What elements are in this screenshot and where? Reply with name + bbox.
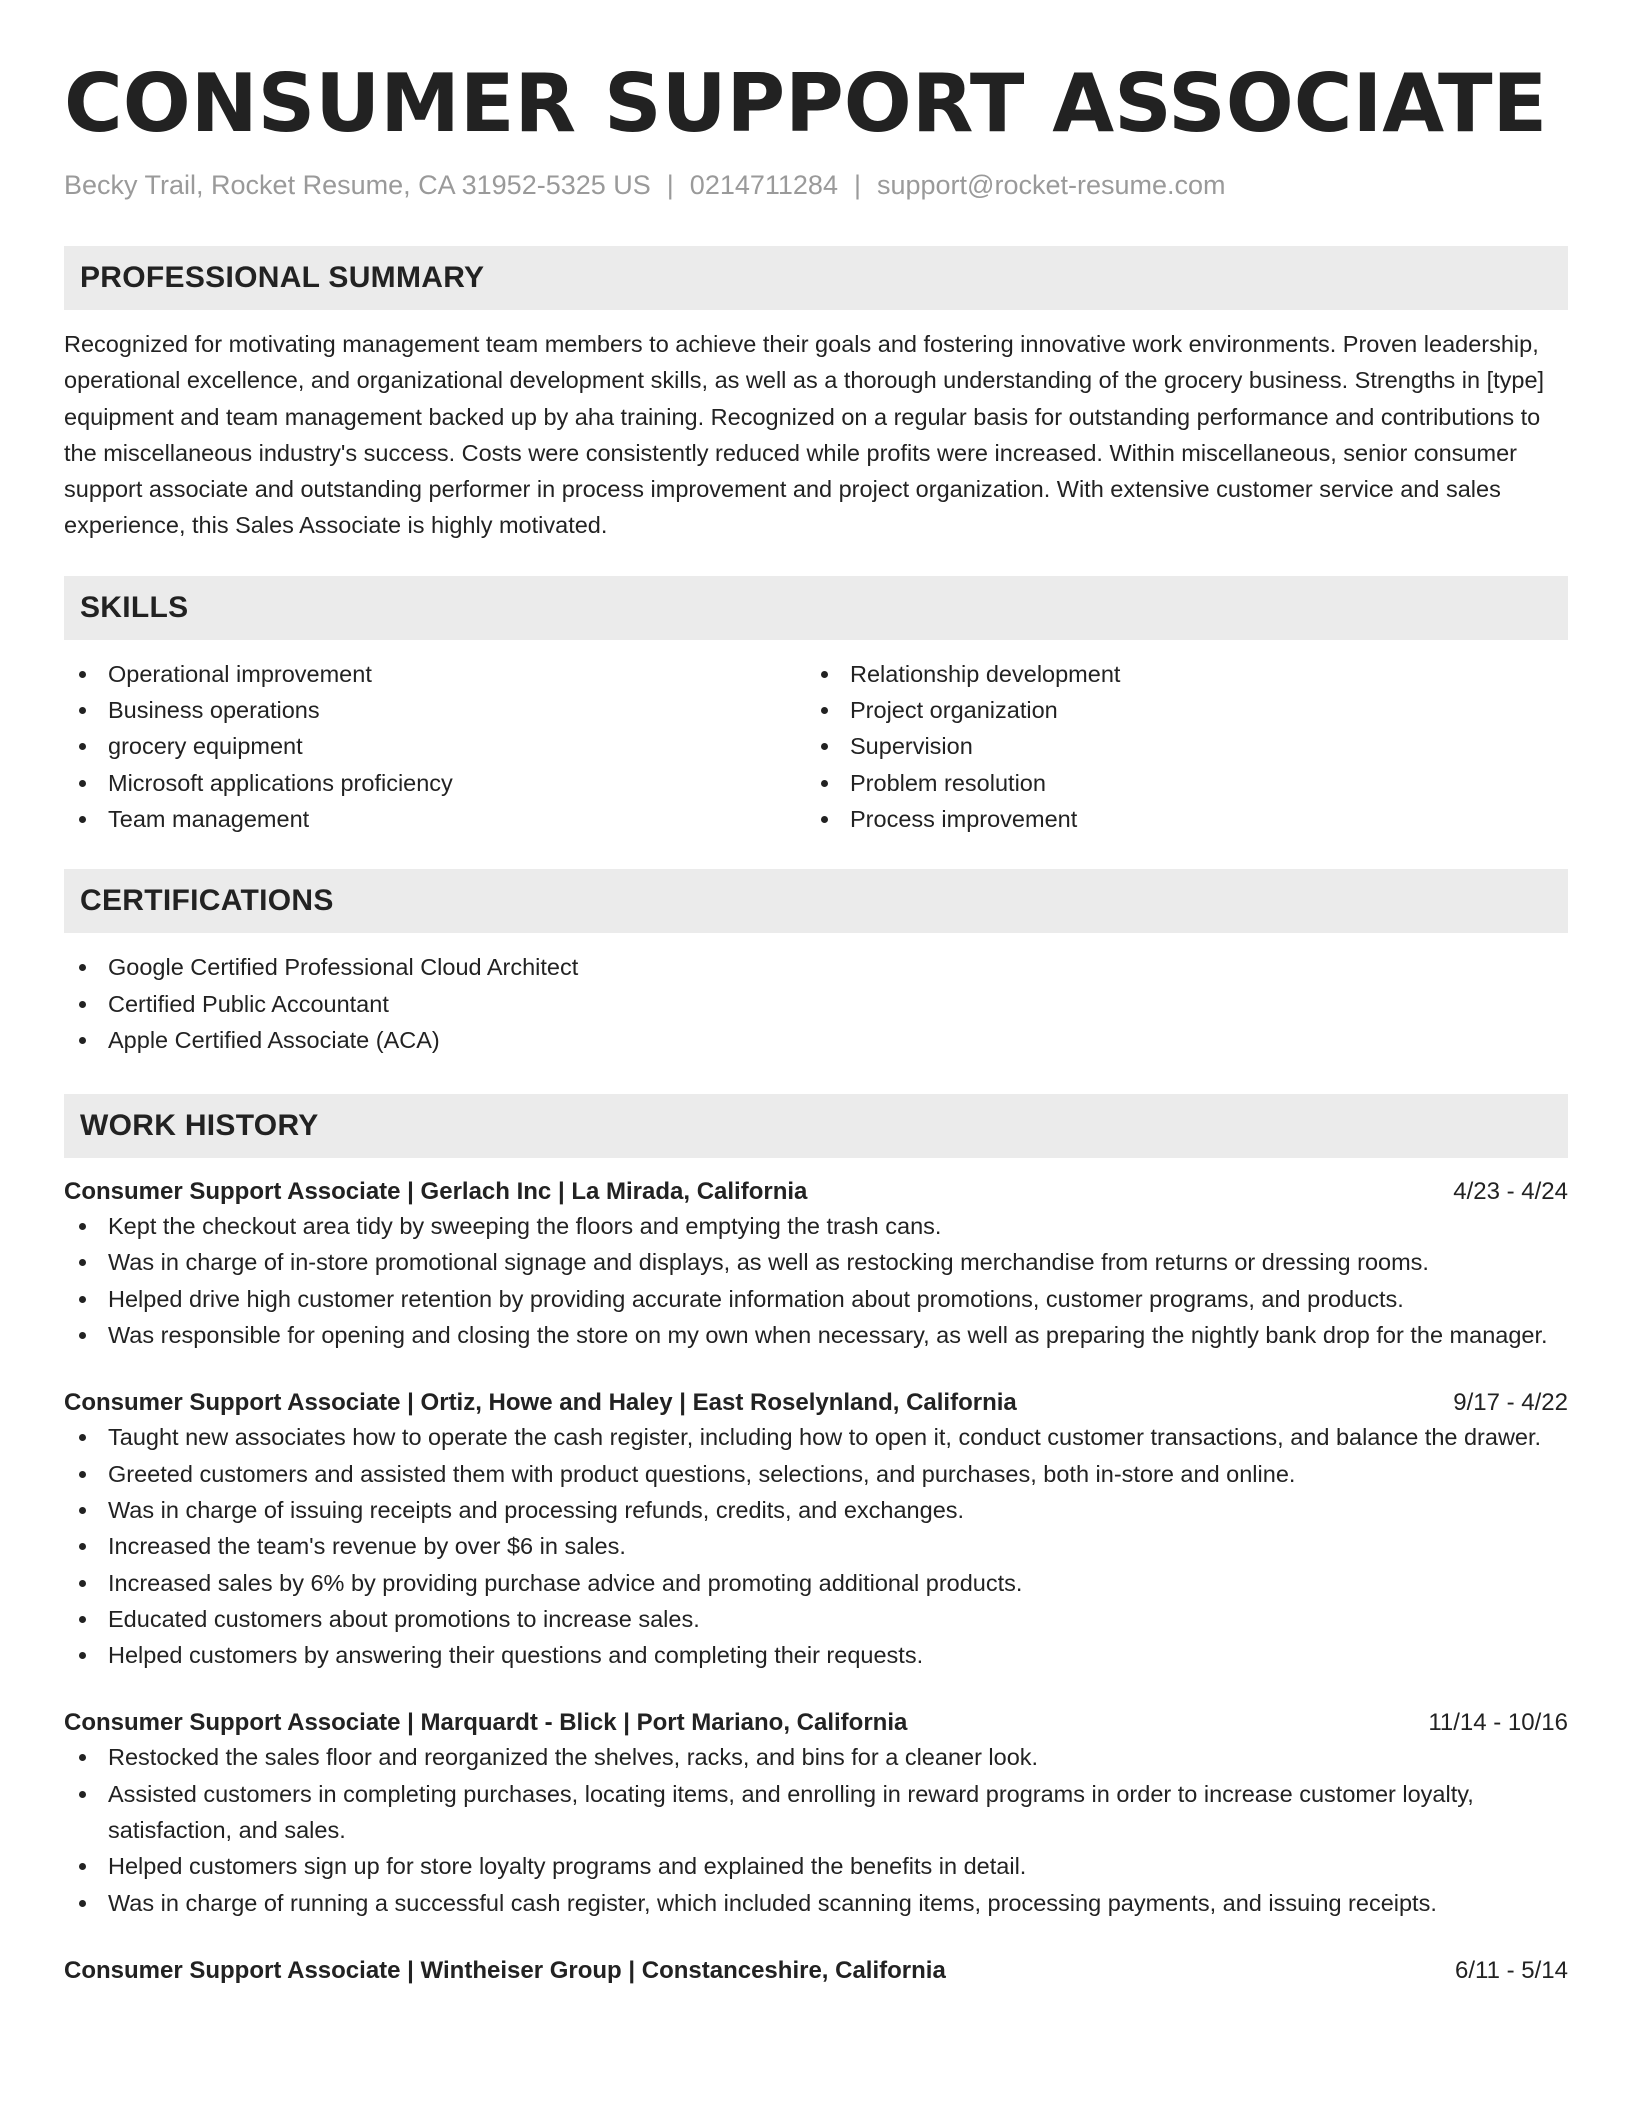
job-bullet: Helped customers by answering their questions and completing their requests. xyxy=(64,1637,1568,1673)
skills-column-right xyxy=(806,656,1548,837)
job-dates: 6/11 - 5/14 xyxy=(1455,1956,1568,1984)
job-title: Consumer Support Associate | Wintheiser Group | Constanceshire, California xyxy=(64,1956,946,1984)
job-bullet: Educated customers about promotions to increase sales. xyxy=(64,1601,1568,1637)
job-header xyxy=(64,1176,1568,1208)
work-history-heading: WORK HISTORY xyxy=(64,1094,1568,1158)
summary-text: Recognized for motivating management team members to achieve their goals and fostering innovative work environments. Proven leadership, operational excellence, and organizational development skills, as well as a thorough understanding of the grocery business. Strengths in [type] equipment and team management backed up by aha training. Recognized on a regular basis for outstanding performance and contributions to the miscellaneous industry's success. Costs were consistently reduced while profits were increased. Within miscellaneous, senior consumer support associate and outstanding performer in process improvement and project organization. With extensive customer service and sales experience, this Sales Associate is highly motivated. xyxy=(64,331,1545,539)
skills-heading: SKILLS xyxy=(64,576,1568,640)
certification-item: Apple Certified Associate (ACA) xyxy=(64,1022,1568,1058)
job-bullet: Assisted customers in completing purchases, locating items, and enrolling in reward programs in order to increase customer loyalty, satisfaction, and sales. xyxy=(64,1776,1568,1849)
skill-item: Project organization xyxy=(806,692,1548,728)
job-dates: 11/14 - 10/16 xyxy=(1428,1709,1568,1737)
certifications-heading: CERTIFICATIONS xyxy=(64,869,1568,933)
job-dates: 4/23 - 4/24 xyxy=(1453,1178,1568,1206)
certification-item: Google Certified Professional Cloud Architect xyxy=(64,949,1568,985)
job-entry xyxy=(64,1387,1568,1673)
job-bullets xyxy=(64,1739,1568,1920)
skill-item: Team management xyxy=(64,801,806,837)
skills-column-left xyxy=(64,656,806,837)
job-bullets xyxy=(64,1419,1568,1673)
job-bullet: Greeted customers and assisted them with product questions, selections, and purchases, both in-store and online. xyxy=(64,1456,1568,1492)
job-bullet: Was in charge of running a successful cash register, which included scanning items, processing payments, and issuing receipts. xyxy=(64,1885,1568,1921)
resume-page xyxy=(64,0,1568,1987)
resume-title: CONSUMER SUPPORT ASSOCIATE xyxy=(64,57,1548,150)
job-bullet: Was in charge of issuing receipts and processing refunds, credits, and exchanges. xyxy=(64,1492,1568,1528)
job-title: Consumer Support Associate | Ortiz, Howe and Haley | East Roselynland, California xyxy=(64,1389,1017,1417)
job-bullet: Increased the team's revenue by over $6 in sales. xyxy=(64,1528,1568,1564)
skill-item: grocery equipment xyxy=(64,728,806,764)
skill-item: Process improvement xyxy=(806,801,1548,837)
job-title: Consumer Support Associate | Marquardt - Blick | Port Mariano, California xyxy=(64,1709,908,1737)
job-bullets xyxy=(64,1208,1568,1353)
job-entry xyxy=(64,1707,1568,1920)
summary-heading: PROFESSIONAL SUMMARY xyxy=(64,246,1568,310)
job-dates: 9/17 - 4/22 xyxy=(1453,1389,1568,1417)
skill-item: Microsoft applications proficiency xyxy=(64,765,806,801)
job-header xyxy=(64,1387,1568,1419)
job-bullet: Increased sales by 6% by providing purchase advice and promoting additional products. xyxy=(64,1565,1568,1601)
certifications-list xyxy=(64,949,1568,1058)
job-entry xyxy=(64,1955,1568,1987)
certification-item: Certified Public Accountant xyxy=(64,986,1568,1022)
contact-email: support@rocket-resume.com xyxy=(876,170,1226,200)
job-header xyxy=(64,1955,1568,1987)
contact-line xyxy=(64,168,1568,202)
job-bullet: Helped customers sign up for store loyalty programs and explained the benefits in detail. xyxy=(64,1848,1568,1884)
job-header xyxy=(64,1707,1568,1739)
job-bullet: Taught new associates how to operate the cash register, including how to open it, conduct customer transactions, and balance the drawer. xyxy=(64,1419,1568,1455)
skill-item: Operational improvement xyxy=(64,656,806,692)
skills-list xyxy=(64,656,1568,837)
job-bullet: Kept the checkout area tidy by sweeping the floors and emptying the trash cans. xyxy=(64,1208,1568,1244)
job-bullet: Restocked the sales floor and reorganized the shelves, racks, and bins for a cleaner look. xyxy=(64,1739,1568,1775)
skill-item: Problem resolution xyxy=(806,765,1548,801)
contact-phone: 0214711284 xyxy=(689,170,838,200)
job-bullet: Helped drive high customer retention by providing accurate information about promotions, customer programs, and products. xyxy=(64,1281,1568,1317)
job-title: Consumer Support Associate | Gerlach Inc | La Mirada, California xyxy=(64,1178,808,1206)
job-bullet: Was in charge of in-store promotional signage and displays, as well as restocking merchandise from returns or dressing rooms. xyxy=(64,1244,1568,1280)
contact-separator: | xyxy=(853,170,861,200)
contact-address: Becky Trail, Rocket Resume, CA 31952-5325 US xyxy=(64,170,651,200)
skill-item: Relationship development xyxy=(806,656,1548,692)
skill-item: Business operations xyxy=(64,692,806,728)
job-entry xyxy=(64,1176,1568,1353)
skill-item: Supervision xyxy=(806,728,1548,764)
job-bullet: Was responsible for opening and closing the store on my own when necessary, as well as preparing the nightly bank drop for the manager. xyxy=(64,1317,1568,1353)
contact-separator: | xyxy=(666,170,674,200)
